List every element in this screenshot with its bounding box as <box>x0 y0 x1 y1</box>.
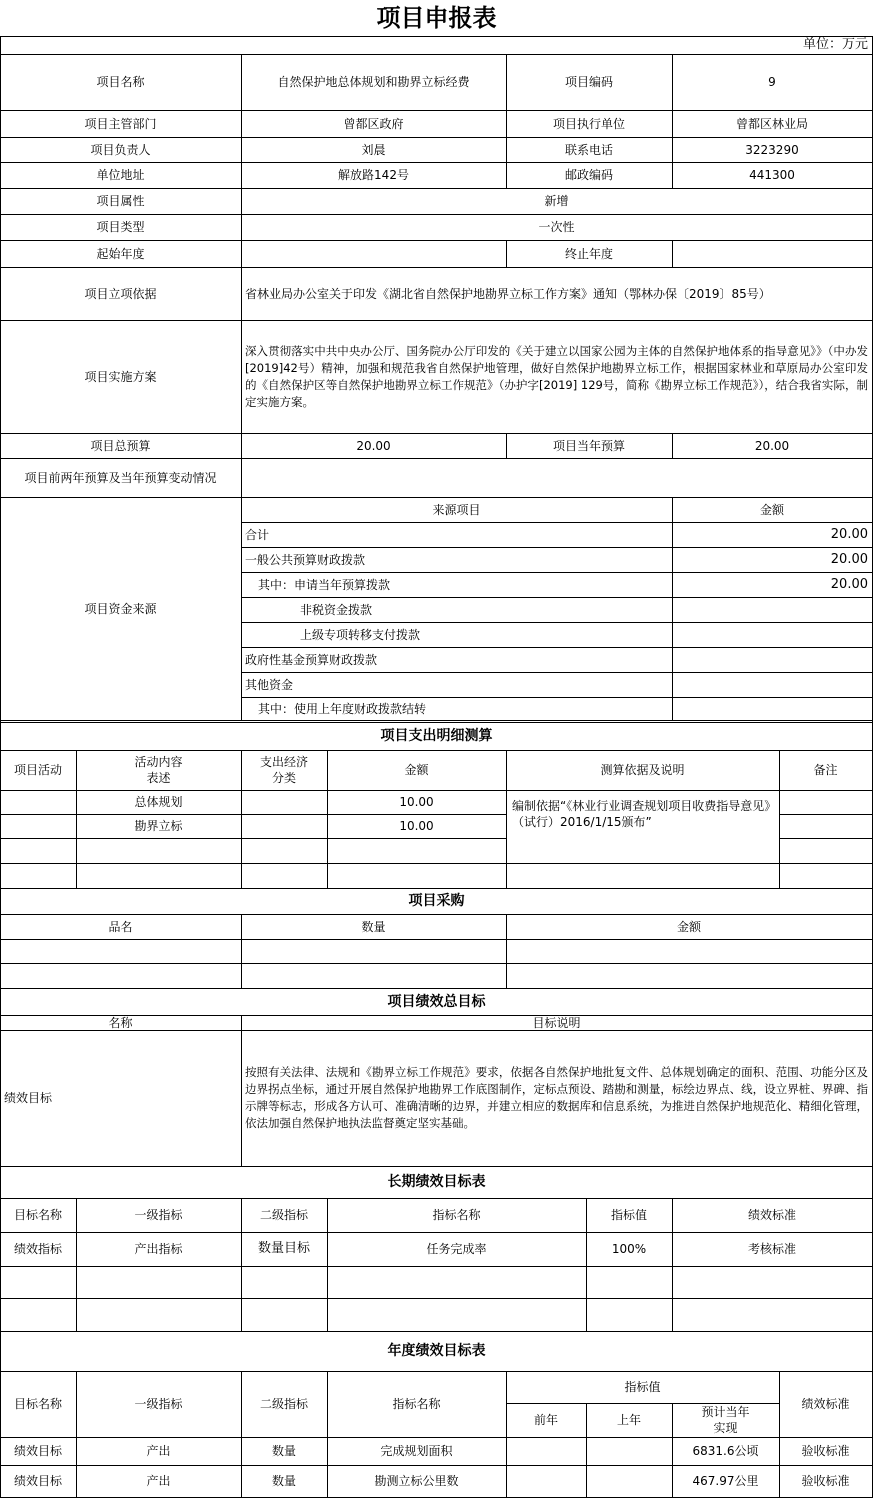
grid-line <box>241 914 242 988</box>
grid-line <box>0 1298 873 1299</box>
funding-row-amount <box>672 697 872 720</box>
grid-line <box>241 622 873 623</box>
grid-line <box>0 1232 873 1233</box>
perf-total-section-title: 项目绩效总目标 <box>387 993 486 1010</box>
attr-label: 项目属性 <box>96 194 145 208</box>
grid-line <box>0 1166 873 1167</box>
funding-row-name: 合计 <box>245 527 270 542</box>
annual-cell: 验收标准 <box>801 1444 850 1458</box>
annual-cell: 完成规划面积 <box>380 1444 453 1458</box>
total-budget-value: 20.00 <box>356 438 391 453</box>
annual-cell: 467.97公里 <box>692 1474 759 1488</box>
grid-line <box>779 1371 780 1497</box>
owner-value: 刘晨 <box>361 142 386 157</box>
grid-line <box>672 497 673 720</box>
grid-line <box>241 547 873 548</box>
grid-line <box>506 863 780 864</box>
annual-cell: 绩效目标 <box>13 1444 62 1458</box>
grid-line <box>0 722 873 723</box>
grid-line <box>76 1371 77 1497</box>
grid-line <box>586 1403 587 1497</box>
annual-cell: 数量 <box>271 1444 296 1458</box>
perf-total-h-desc: 目标说明 <box>532 1015 581 1030</box>
grid-line <box>0 1437 873 1438</box>
grid-line <box>0 110 873 111</box>
expense-basis-text: 编制依据“《林业行业调查规划项目收费指导意见》（试行）2016/1/15颁布” <box>512 799 771 829</box>
longterm-cell: 绩效指标 <box>13 1242 62 1256</box>
budget-change-label: 项目前两年预算及当年预算变动情况 <box>24 470 217 485</box>
expense-h-amount: 金额 <box>404 763 429 777</box>
address-value: 解放路142号 <box>338 168 409 182</box>
plan-label: 项目实施方案 <box>84 369 157 384</box>
grid-line <box>0 497 873 498</box>
zip-value: 441300 <box>749 168 795 182</box>
project-name-value: 自然保护地总体规划和勘界立标经费 <box>277 75 470 89</box>
funding-label: 项目资金来源 <box>84 601 157 616</box>
grid-line <box>506 1403 780 1404</box>
grid-line <box>0 36 873 37</box>
expense-row-content: 勘界立标 <box>134 819 183 833</box>
grid-line <box>0 750 873 751</box>
funding-row-name: 其中：使用上年度财政拨款结转 <box>258 701 427 716</box>
grid-line <box>241 522 873 523</box>
project-code-label: 项目编码 <box>564 75 613 89</box>
grid-line <box>0 1371 873 1372</box>
grid-line <box>0 888 873 889</box>
longterm-section-title: 长期绩效目标表 <box>387 1174 486 1190</box>
funding-row-name: 上级专项转移支付拨款 <box>300 627 421 642</box>
grid-line <box>506 1371 507 1497</box>
longterm-cell: 100% <box>611 1242 647 1256</box>
basis-label: 项目立项依据 <box>84 286 157 301</box>
grid-line <box>0 137 873 138</box>
grid-line <box>0 54 873 55</box>
grid-line <box>76 750 77 888</box>
expense-h-basis: 测算依据及说明 <box>600 763 685 777</box>
grid-line <box>76 1198 77 1331</box>
annual-h-prev1: 上年 <box>616 1413 641 1427</box>
owner-label: 项目负责人 <box>90 142 151 157</box>
end-year-label: 终止年度 <box>564 246 613 261</box>
grid-line <box>0 790 873 791</box>
perf-total-name: 绩效目标 <box>4 1091 53 1105</box>
expense-row-content: 总体规划 <box>134 795 183 809</box>
page-title: 项目申报表 <box>376 4 497 32</box>
longterm-h-target: 目标名称 <box>13 1208 62 1222</box>
annual-cell: 勘测立标公里数 <box>374 1474 459 1488</box>
grid-line <box>241 750 242 888</box>
grid-line <box>241 647 873 648</box>
longterm-cell: 数量目标 <box>257 1241 310 1256</box>
longterm-cell: 考核标准 <box>747 1242 796 1256</box>
longterm-cell: 产出指标 <box>134 1242 183 1256</box>
grid-line <box>0 36 1 1498</box>
funding-row-name: 其他资金 <box>245 677 294 692</box>
funding-row-name: 政府性基金预算财政拨款 <box>245 652 378 667</box>
grid-line <box>672 433 673 458</box>
grid-line <box>241 1015 242 1166</box>
longterm-h-std: 绩效标准 <box>747 1208 796 1222</box>
purchase-section-title: 项目采购 <box>408 893 465 909</box>
address-label: 单位地址 <box>96 168 145 182</box>
expense-row-amount: 10.00 <box>399 795 434 809</box>
grid-line <box>0 214 873 215</box>
grid-line <box>0 1198 873 1199</box>
grid-line <box>586 1198 587 1331</box>
funding-col-source: 来源项目 <box>432 502 481 517</box>
annual-h-name: 指标名称 <box>392 1397 441 1411</box>
exec-unit-label: 项目执行单位 <box>552 116 625 131</box>
perf-total-h-name: 名称 <box>108 1015 133 1030</box>
grid-line <box>672 240 673 267</box>
annual-cell: 绩效目标 <box>13 1474 62 1488</box>
funding-row-name: 一般公共预算财政拨款 <box>245 552 366 567</box>
grid-line <box>241 597 873 598</box>
grid-line <box>0 162 873 163</box>
grid-line <box>0 1465 873 1466</box>
grid-line <box>0 1331 873 1332</box>
longterm-h-name: 指标名称 <box>432 1208 481 1222</box>
funding-col-amount: 金额 <box>759 502 784 517</box>
annual-h-l1: 一级指标 <box>134 1397 183 1411</box>
grid-line <box>0 1030 873 1031</box>
grid-line <box>779 814 873 815</box>
funding-row-amount <box>672 597 872 622</box>
grid-line <box>0 433 873 434</box>
funding-row-amount <box>672 622 872 647</box>
grid-line <box>241 572 873 573</box>
grid-line <box>0 720 873 721</box>
grid-line <box>779 750 780 888</box>
grid-line <box>327 1198 328 1331</box>
grid-line <box>506 433 507 458</box>
start-year-label: 起始年度 <box>96 246 145 261</box>
longterm-h-value: 指标值 <box>610 1208 647 1222</box>
expense-section-title: 项目支出明细测算 <box>380 728 493 744</box>
phone-value: 3223290 <box>745 142 799 157</box>
basis-value: 省林业局办公室关于印发《湖北省自然保护地勘界立标工作方案》通知（鄂林办保〔2019〕85号） <box>245 286 771 301</box>
annual-h-expect: 预计当年 实现 <box>701 1405 750 1435</box>
funding-row-name: 非税资金拨款 <box>300 602 373 617</box>
longterm-h-l2: 二级指标 <box>259 1208 308 1222</box>
grid-line <box>0 458 873 459</box>
exec-unit-value: 曾都区林业局 <box>735 116 808 131</box>
expense-row-amount: 10.00 <box>399 819 434 833</box>
annual-h-std: 绩效标准 <box>801 1397 850 1411</box>
perf-total-desc: 按照有关法律、法规和《勘界立标工作规范》要求，依据各自然保护地批复文件、总体规划确定的面积、范围、功能分区及边界拐点坐标，通过开展自然保护地勘界工作底图制作，定标点预设、踏勘和测量，标绘边界点、线，设立界桩、界碑、指示牌等标志，形成各方认可、准确清晰的边界，并建立相应的数据库和信息系统，为推进自然保护地规范化、精细化管理，依法加强自然保护地执法监督奠定坚实基础。 <box>245 1065 868 1130</box>
purchase-h-amount: 金额 <box>676 919 701 934</box>
annual-section-title: 年度绩效目标表 <box>387 1343 486 1359</box>
annual-cell: 产出 <box>146 1474 171 1488</box>
dept-label: 项目主管部门 <box>84 116 157 131</box>
grid-line <box>672 54 673 188</box>
grid-line <box>506 914 507 988</box>
grid-line <box>0 320 873 321</box>
expense-h-econ: 支出经济 分类 <box>259 755 308 785</box>
grid-line <box>0 939 873 940</box>
year-budget-label: 项目当年预算 <box>552 438 625 453</box>
project-name-label: 项目名称 <box>96 75 145 89</box>
attr-value: 新增 <box>544 194 569 208</box>
total-budget-label: 项目总预算 <box>90 438 151 453</box>
dept-value: 曾都区政府 <box>343 116 404 131</box>
funding-row-amount: 20.00 <box>830 576 868 592</box>
purchase-h-qty: 数量 <box>361 919 386 934</box>
annual-h-target: 目标名称 <box>13 1397 62 1411</box>
expense-h-note: 备注 <box>813 763 838 777</box>
grid-line <box>672 1403 673 1497</box>
expense-h-activity: 项目活动 <box>13 763 62 777</box>
longterm-cell: 任务完成率 <box>426 1242 487 1256</box>
project-code-value: 9 <box>768 75 776 89</box>
grid-line <box>241 54 242 720</box>
grid-line <box>506 240 507 267</box>
grid-line <box>0 1015 873 1016</box>
funding-row-amount: 20.00 <box>830 526 868 542</box>
type-value: 一次性 <box>538 220 575 234</box>
type-label: 项目类型 <box>96 220 145 234</box>
annual-cell: 验收标准 <box>801 1474 850 1488</box>
grid-line <box>327 1371 328 1497</box>
annual-h-prev2: 前年 <box>533 1413 558 1427</box>
grid-line <box>779 863 873 864</box>
funding-row-amount: 20.00 <box>830 551 868 567</box>
grid-line <box>506 54 507 188</box>
grid-line <box>0 988 873 989</box>
funding-row-amount <box>672 647 872 672</box>
year-budget-value: 20.00 <box>754 438 790 453</box>
phone-label: 联系电话 <box>564 142 613 157</box>
funding-row-name: 其中：申请当年预算拨款 <box>258 577 391 592</box>
grid-line <box>0 963 873 964</box>
grid-line <box>241 1371 242 1497</box>
longterm-h-l1: 一级指标 <box>134 1208 183 1222</box>
annual-cell: 数量 <box>271 1474 296 1488</box>
plan-value: 深入贯彻落实中共中央办公厅、国务院办公厅印发的《关于建立以国家公园为主体的自然保护地体系的指导意见》》（中办发[2019]42号）精神，加强和规范我省自然保护地管理，做好自然保护地勘界立标工作，根据国家林业和草原局办公室印发的《自然保护区等自然保护地勘界立标工作规范》（办护字[2019] 129号，简称《勘界立标工作规范》），结合我省实际，制定实施方案。 <box>245 343 868 409</box>
grid-line <box>0 188 873 189</box>
annual-h-value: 指标值 <box>624 1380 661 1394</box>
zip-label: 邮政编码 <box>564 168 613 182</box>
annual-cell: 产出 <box>146 1444 171 1458</box>
grid-line <box>779 838 873 839</box>
annual-h-l2: 二级指标 <box>259 1397 308 1411</box>
grid-line <box>241 1198 242 1331</box>
expense-h-content: 活动内容 表述 <box>134 755 183 785</box>
purchase-h-name: 品名 <box>108 919 133 934</box>
grid-line <box>0 240 873 241</box>
annual-cell: 6831.6公顷 <box>692 1444 759 1458</box>
grid-line <box>241 697 873 698</box>
grid-line <box>0 267 873 268</box>
grid-line <box>241 672 873 673</box>
grid-line <box>327 750 328 888</box>
funding-row-amount <box>672 672 872 697</box>
unit-label: 单位：万元 <box>802 37 868 52</box>
grid-line <box>672 1198 673 1331</box>
grid-line <box>0 914 873 915</box>
grid-line <box>0 1266 873 1267</box>
grid-line <box>506 750 507 888</box>
